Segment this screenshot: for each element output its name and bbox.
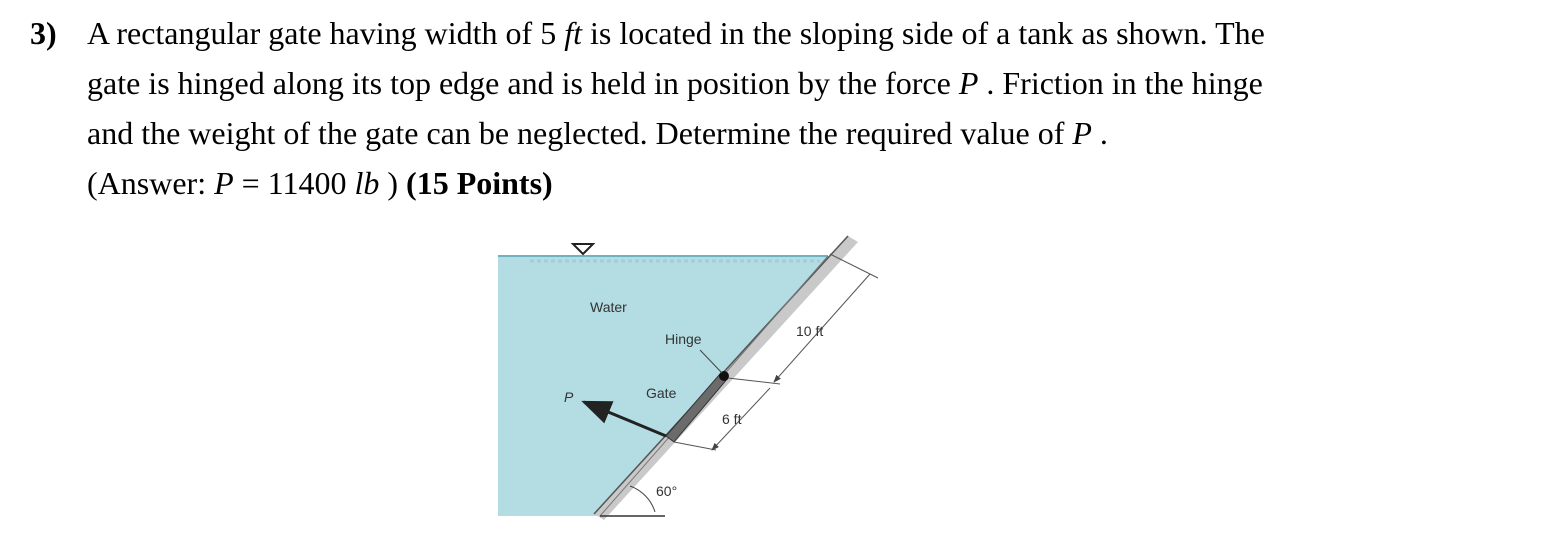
dim-10-ext-top [830,254,878,278]
line3-pre: and the weight of the gate can be neglected. Determine the required value of [87,115,1073,151]
problem-line-1 [87,8,1487,58]
gate-label: Gate [646,385,677,401]
hinge-label: Hinge [665,331,702,347]
problem-text [87,8,1487,208]
line1-pre: A rectangular gate having width of 5 [87,15,565,51]
line1-unit: ft [564,15,582,51]
answer-P: P [214,165,234,201]
line3-post: . [1091,115,1108,151]
answer-close: ) [379,165,407,201]
line2-P: P [958,65,979,101]
tank-diagram [490,230,890,530]
line2-post: . Friction in the hinge [978,65,1263,101]
problem-line-3 [87,108,1487,158]
answer-line [87,158,1487,208]
dim-10-label: 10 ft [796,323,824,339]
dim-6-ext-bot [674,442,716,450]
problem-line-2 [87,58,1487,108]
hinge [719,371,729,381]
tank-gate-figure [490,230,890,530]
angle-label: 60° [656,483,678,499]
problem-number: 3) [30,15,57,51]
force-label: P [564,389,574,405]
free-surface-symbol [573,244,593,254]
line2-pre: gate is hinged along its top edge and is held in position by the force [87,65,959,101]
line1-post: is located in the sloping side of a tank as shown. The [581,15,1265,51]
dim-10-ext-bot [728,378,780,384]
answer-open: (Answer: [87,165,215,201]
answer-unit: lb [354,165,380,201]
water-label: Water [590,299,627,315]
dim-6-label: 6 ft [722,411,742,427]
answer-eq: = 11400 [233,165,355,201]
line3-P: P [1072,115,1092,151]
angle-arc [630,486,655,512]
points-label: (15 Points) [406,165,553,201]
